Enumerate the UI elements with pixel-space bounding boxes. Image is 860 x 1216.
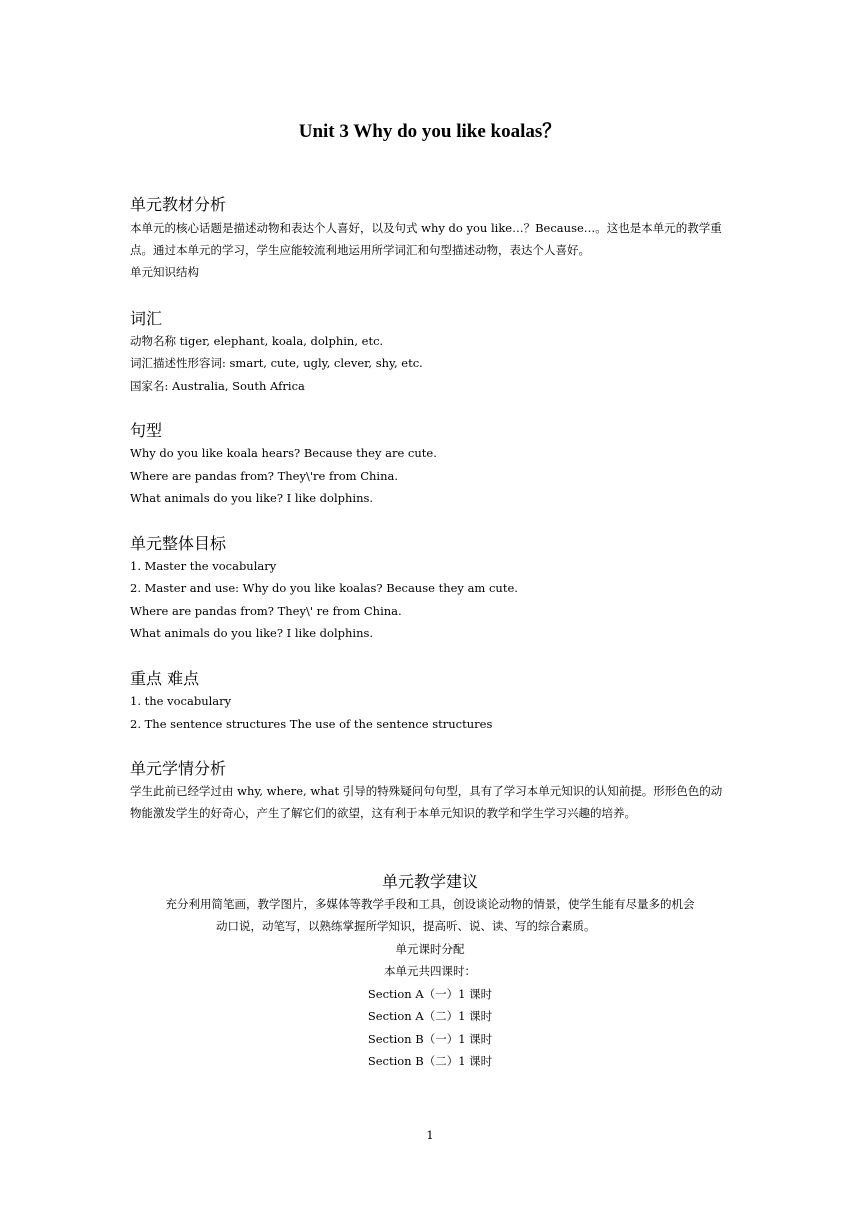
section-heading-suggestions: 单元教学建议 — [381, 872, 478, 891]
goal-line-3: Where are pandas from? They\' re from China. — [130, 604, 402, 618]
page-number: 1 — [426, 1128, 434, 1142]
suggestions-line-2: 动口说，动笔写，以熟练掌握所学知识，提高听、说、读、写的综合素质。 — [216, 919, 596, 933]
vocab-line-countries: 国家名: Australia, South Africa — [130, 379, 305, 393]
learner-analysis-paragraph: 学生此前已经学过由 why, where, what 引导的特殊疑问句句型，具有了学习本单元知识的认知前提。形形色色的动物能激发学生的好奇心，产生了解它们的欲望，这有利于本单元知识的教学和学生学习兴趣的培养。 — [130, 784, 723, 820]
section-heading-goals: 单元整体目标 — [130, 534, 227, 553]
goal-line-2: 2. Master and use: Why do you like koalas? Because they am cute. — [130, 581, 518, 595]
key-point-line-2: 2. The sentence structures The use of the sentence structures — [130, 717, 493, 731]
analysis-paragraph: 本单元的核心话题是描述动物和表达个人喜好，以及句式 why do you like…？Because…。这也是本单元的教学重点。通过本单元的学习，学生应能较流利地运用所学词汇和句型描述动物，表达个人喜好。 — [130, 221, 722, 257]
schedule-item-4: Section B（二）1 课时 — [367, 1054, 493, 1068]
section-heading-vocabulary: 词汇 — [130, 309, 163, 328]
sentence-line-1: Why do you like koala hears? Because they are cute. — [130, 446, 437, 460]
sentence-line-3: What animals do you like? I like dolphins. — [130, 491, 374, 505]
section-heading-key-points: 重点 难点 — [130, 669, 200, 688]
vocab-line-adjectives: 词汇描述性形容词: smart, cute, ugly, clever, shy, etc. — [130, 356, 423, 370]
schedule-item-1: Section A（一）1 课时 — [367, 987, 493, 1001]
vocab-line-animals: 动物名称 tiger, elephant, koala, dolphin, etc. — [130, 334, 384, 348]
suggestions-line-1: 充分利用简笔画，教学图片，多媒体等教学手段和工具，创设谈论动物的情景，使学生能有尽量多的机会 — [165, 897, 695, 911]
key-point-line-1: 1. the vocabulary — [130, 694, 232, 708]
goal-line-1: 1. Master the vocabulary — [130, 559, 277, 573]
section-heading-learner-analysis: 单元学情分析 — [130, 759, 227, 778]
schedule-total: 本单元共四课时： — [384, 964, 476, 978]
schedule-title: 单元课时分配 — [395, 942, 465, 956]
schedule-item-2: Section A（二）1 课时 — [367, 1009, 493, 1023]
document-title: Unit 3 Why do you like koalas？ — [298, 121, 562, 142]
knowledge-structure-label: 单元知识结构 — [130, 265, 199, 279]
section-heading-analysis: 单元教材分析 — [130, 195, 227, 214]
schedule-item-3: Section B（一）1 课时 — [367, 1032, 493, 1046]
section-heading-sentences: 句型 — [130, 421, 163, 440]
goal-line-4: What animals do you like? I like dolphins. — [130, 626, 374, 640]
sentence-line-2: Where are pandas from? They\'re from China. — [130, 469, 399, 483]
